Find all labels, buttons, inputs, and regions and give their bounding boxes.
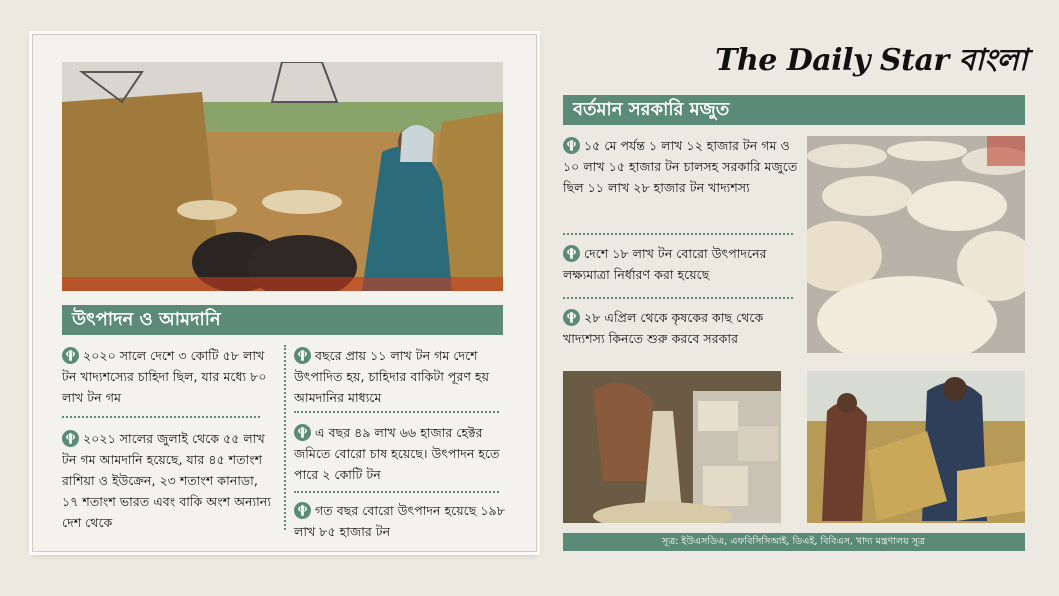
divider xyxy=(294,411,499,413)
govt-stock-title: বর্তমান সরকারি মজুত xyxy=(563,95,1025,125)
list-item: গত বছর বোরো উৎপাদন হয়েছে ১৯৮ লাখ ৮৫ হাজার টন xyxy=(294,503,505,539)
wheat-icon xyxy=(62,430,79,447)
grain-pouring-photo xyxy=(563,371,781,523)
list-item: দেশে ১৮ লাখ টন বোরো উৎপাদনের লক্ষ্যমাত্রা নির্ধারণ করা হয়েছে xyxy=(563,246,767,282)
production-import-title: উৎপাদন ও আমদানি xyxy=(62,305,503,335)
list-item: ২৮ এপ্রিল থেকে কৃষকের কাছ থেকে খাদ্যশস্য কিনতে শুরু করবে সরকার xyxy=(563,310,764,346)
list-item: এ বছর ৪৯ লাখ ৬৬ হাজার হেক্টর জমিতে বোরো চাষ হয়েছে। উৎপাদন হতে পারে ২ কোটি টন xyxy=(294,425,500,482)
divider xyxy=(62,416,260,418)
wheat-icon xyxy=(563,309,580,326)
source-note: সূত্র: ইউএসডিএ, এফবিসিসিআই, ডিএই, বিবিএস, খাদ্য মন্ত্রণালয় সূত্র xyxy=(563,533,1025,551)
list-item: বছরে প্রায় ১১ লাখ টন গম দেশে উৎপাদিত হয়, চাহিদার বাকিটা পূরণ হয় আমদানির মাধ্যমে xyxy=(294,348,490,405)
wheat-icon xyxy=(563,137,580,154)
rice-sacks-photo xyxy=(807,136,1025,353)
list-item: ১৫ মে পর্যন্ত ১ লাখ ১২ হাজার টন গম ও ১০ লাখ ১৫ হাজার টন চালসহ সরকারি মজুতে ছিল ১১ লাখ ২৮ হাজার টন খাদ্যশস্য xyxy=(563,138,798,195)
divider xyxy=(294,491,499,493)
divider xyxy=(563,297,793,299)
harvest-photo xyxy=(807,371,1025,523)
column-divider xyxy=(284,345,286,530)
grain-drying-photo xyxy=(62,62,503,291)
wheat-icon xyxy=(62,347,79,364)
wheat-icon xyxy=(294,424,311,441)
list-item: ২০২০ সালে দেশে ৩ কোটি ৫৮ লাখ টন খাদ্যশস্যের চাহিদা ছিল, যার মধ্যে ৮০ লাখ টন গম xyxy=(62,348,267,405)
divider xyxy=(563,233,793,235)
wheat-icon xyxy=(294,502,311,519)
list-item: ২০২১ সালের জুলাই থেকে ৫৫ লাখ টন গম আমদানি হয়েছে, যার ৪৫ শতাংশ রাশিয়া ও ইউক্রেন, ২৩ শতাংশ কানাডা, ১৭ শতাংশ ভারত এবং বাকি অংশ অন্যান্য দেশ থেকে xyxy=(62,431,271,530)
daily-star-logo: The Daily Star বাংলা xyxy=(715,43,1027,78)
wheat-icon xyxy=(563,245,580,262)
wheat-icon xyxy=(294,347,311,364)
